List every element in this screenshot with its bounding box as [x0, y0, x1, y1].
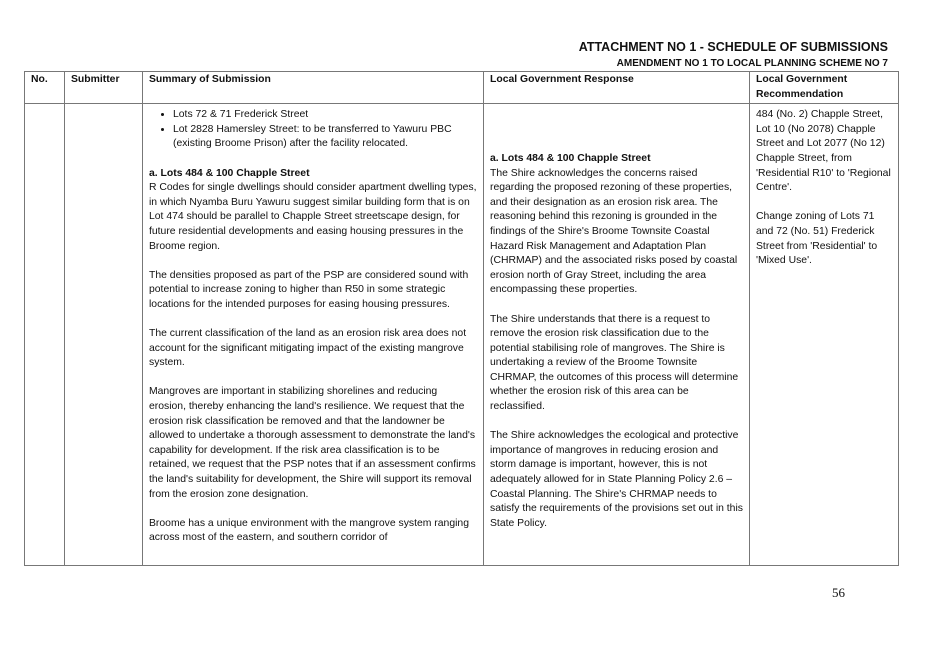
- response-paragraph: The Shire acknowledges the ecological and protective importance of mangroves in reducing erosion and storm damage is important, however, this is not adequately allowed for in State Planning Policy 2.6 – Coastal Planning. The Shire's CHRMAP needs to satisfy the requirements of the provisions set out in this State Policy.: [490, 430, 743, 529]
- response-subheading: a. Lots 484 & 100 Chapple Street: [490, 152, 651, 164]
- cell-no: [25, 104, 65, 565]
- column-header-summary: Summary of Submission: [143, 72, 484, 104]
- column-header-response: Local Government Response: [484, 72, 750, 104]
- page-number: 56: [832, 585, 845, 600]
- column-header-recommendation: Local Government Recommendation: [750, 72, 899, 104]
- response-paragraph: The Shire acknowledges the concerns raised regarding the proposed rezoning of these properties, and their designation as an erosion risk area. The reasoning behind this rezoning is grounded in the findings of the Shire's Broome Townsite Coastal Hazard Risk Management and Adaptation Plan (CHRMAP) and the associated risks posed by coastal erosion north of Gray Street, including the area encompassing these properties.: [490, 167, 738, 296]
- summary-paragraph: The current classification of the land as an erosion risk area does not account for the significant mitigating impact of the existing mangrove system.: [149, 328, 467, 369]
- recommendation-paragraph: Change zoning of Lots 71 and 72 (No. 51) Frederick Street from 'Residential' to 'Mixed Use'.: [756, 211, 878, 267]
- amendment-subtitle: AMENDMENT NO 1 TO LOCAL PLANNING SCHEME NO 7: [616, 58, 888, 69]
- recommendation-paragraph: 484 (No. 2) Chapple Street, Lot 10 (No 2078) Chapple Street and Lot 2077 (No 12) Chapple Street, from 'Residential R10' to 'Regional Centre'.: [756, 109, 891, 194]
- summary-bullet: • Lots 72 & 71 Frederick Street: [173, 108, 477, 123]
- column-header-no: No.: [25, 72, 65, 104]
- summary-bullet: • Lot 2828 Hamersley Street: to be transferred to Yawuru PBC (existing Broome Prison) after the facility relocated.: [173, 123, 477, 152]
- cell-recommendation: [750, 104, 899, 565]
- attachment-title: ATTACHMENT NO 1 - SCHEDULE OF SUBMISSIONS: [578, 40, 888, 54]
- cell-summary: [143, 104, 484, 565]
- summary-subheading: a. Lots 484 & 100 Chapple Street: [149, 167, 310, 179]
- summary-paragraph: Broome has a unique environment with the mangrove system ranging across most of the eastern, and southern corridor of: [149, 517, 469, 544]
- column-header-submitter: Submitter: [65, 72, 143, 104]
- summary-paragraph: R Codes for single dwellings should consider apartment dwelling types, in which Nyamba Buru Yawuru suggest similar building form that is on Lot 474 should be parallel to Chapple Street streetscape design, for future residential developments and easing housing pressures in the Broome region.: [149, 182, 477, 252]
- response-paragraph: The Shire understands that there is a request to remove the erosion risk classification due to the potential stabilising role of mangroves. The Shire is undertaking a review of the Broome Townsite CHRMAP, the outcomes of this process will determine whether the erosion risk of this area can be reclassified.: [490, 313, 739, 413]
- cell-response: [484, 104, 750, 565]
- summary-bullet-list: [149, 108, 477, 152]
- summary-paragraph: Mangroves are important in stabilizing shorelines and reducing erosion, thereby enhancing the land's resilience. We request that the erosion risk classification be removed and that the landowner be allowed to undertake a thorough assessment to demonstrate the land's capability for development. If the risk area classification is to be retained, we request that the PSP notes that if an assessment confirms the land's suitability for development, the Shire will support its removal from the erosion zone designation.: [149, 386, 476, 500]
- table-header-row: [25, 72, 899, 104]
- summary-paragraph: The densities proposed as part of the PSP are considered sound with potential to increase zoning to higher than R50 in some strategic locations for the intended purposes for easing housing pressures.: [149, 269, 469, 310]
- submissions-table: [24, 71, 899, 566]
- table-row: [25, 104, 899, 565]
- cell-submitter: [65, 104, 143, 565]
